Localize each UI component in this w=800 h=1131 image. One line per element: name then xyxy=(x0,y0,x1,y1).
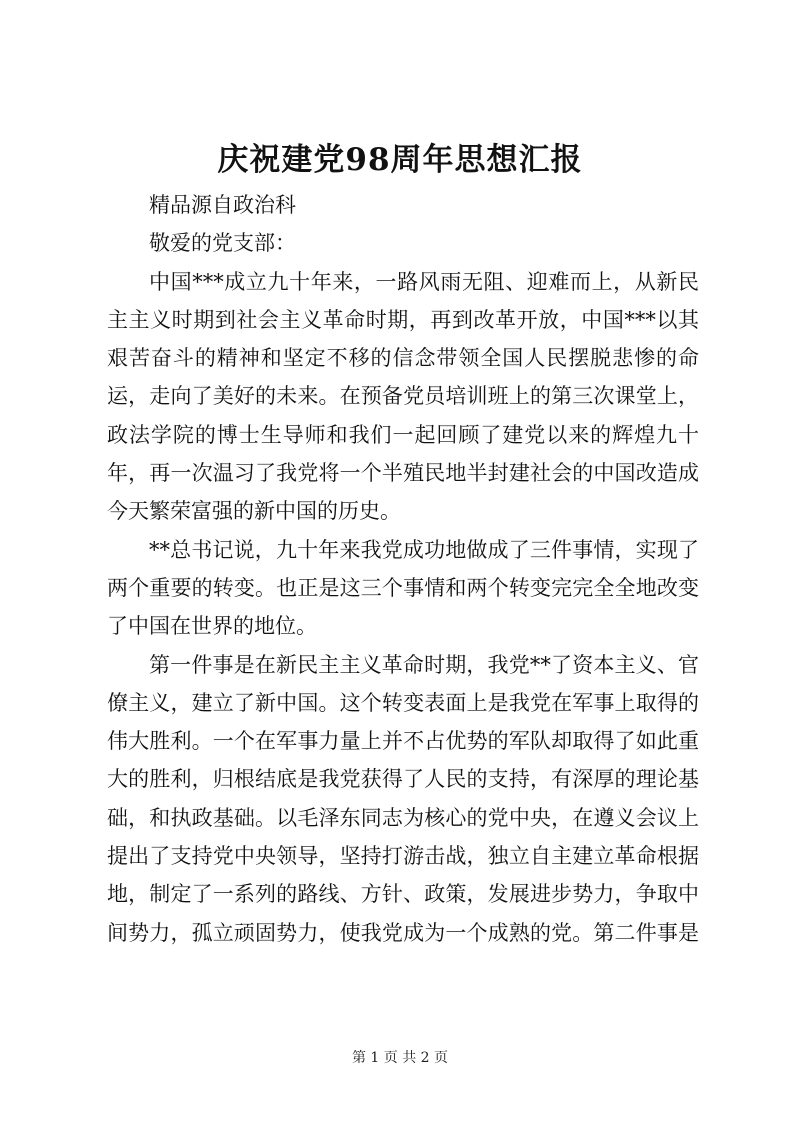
text-line: 僚主义，建立了新中国。这个转变表面上是我党在军事上取得的 xyxy=(107,690,699,715)
text-line: 精品源自政治科 xyxy=(149,193,296,217)
text-line: 提出了支持党中央领导，坚持打游击战，独立自主建立革命根据 xyxy=(107,844,699,869)
text-line: 年，再一次温习了我党将一个半殖民地半封建社会的中国改造成 xyxy=(107,461,699,486)
text-line: 中国***成立九十年来，一路风雨无阻、迎难而上，从新民 xyxy=(149,269,699,294)
text-line: 大的胜利，归根结底是我党获得了人民的支持，有深厚的理论基 xyxy=(107,767,699,792)
text-line: 敬爱的党支部： xyxy=(149,231,296,256)
text-line: 政法学院的博士生导师和我们一起回顾了建党以来的辉煌九十 xyxy=(107,422,699,447)
page-footer: 第 1 页 共 2 页 xyxy=(351,1050,449,1066)
text-line: **总书记说，九十年来我党成功地做成了三件事情，实现了 xyxy=(149,537,699,562)
document-title: 庆祝建党98周年思想汇报 xyxy=(217,142,583,178)
text-line: 础，和执政基础。以毛泽东同志为核心的党中央，在遵义会议上 xyxy=(107,805,699,830)
text-line: 了中国在世界的地位。 xyxy=(107,614,317,639)
document-body xyxy=(107,186,699,952)
text-line: 伟大胜利。一个在军事力量上并不占优势的军队却取得了如此重 xyxy=(107,729,699,754)
text-line: 间势力，孤立顽固势力，使我党成为一个成熟的党。第二件事是 xyxy=(107,920,699,945)
text-line: 运，走向了美好的未来。在预备党员培训班上的第三次课堂上， xyxy=(107,384,699,409)
text-line: 艰苦奋斗的精神和坚定不移的信念带领全国人民摆脱悲惨的命 xyxy=(107,346,699,371)
text-line: 第一件事是在新民主主义革命时期，我党**了资本主义、官 xyxy=(149,652,699,677)
text-line: 主主义时期到社会主义革命时期，再到改革开放，中国***以其 xyxy=(107,307,699,332)
text-line: 今天繁荣富强的新中国的历史。 xyxy=(107,499,401,524)
text-line: 地，制定了一系列的路线、方针、政策，发展进步势力，争取中 xyxy=(107,882,699,907)
text-line: 两个重要的转变。也正是这三个事情和两个转变完完全全地改变 xyxy=(107,575,699,600)
